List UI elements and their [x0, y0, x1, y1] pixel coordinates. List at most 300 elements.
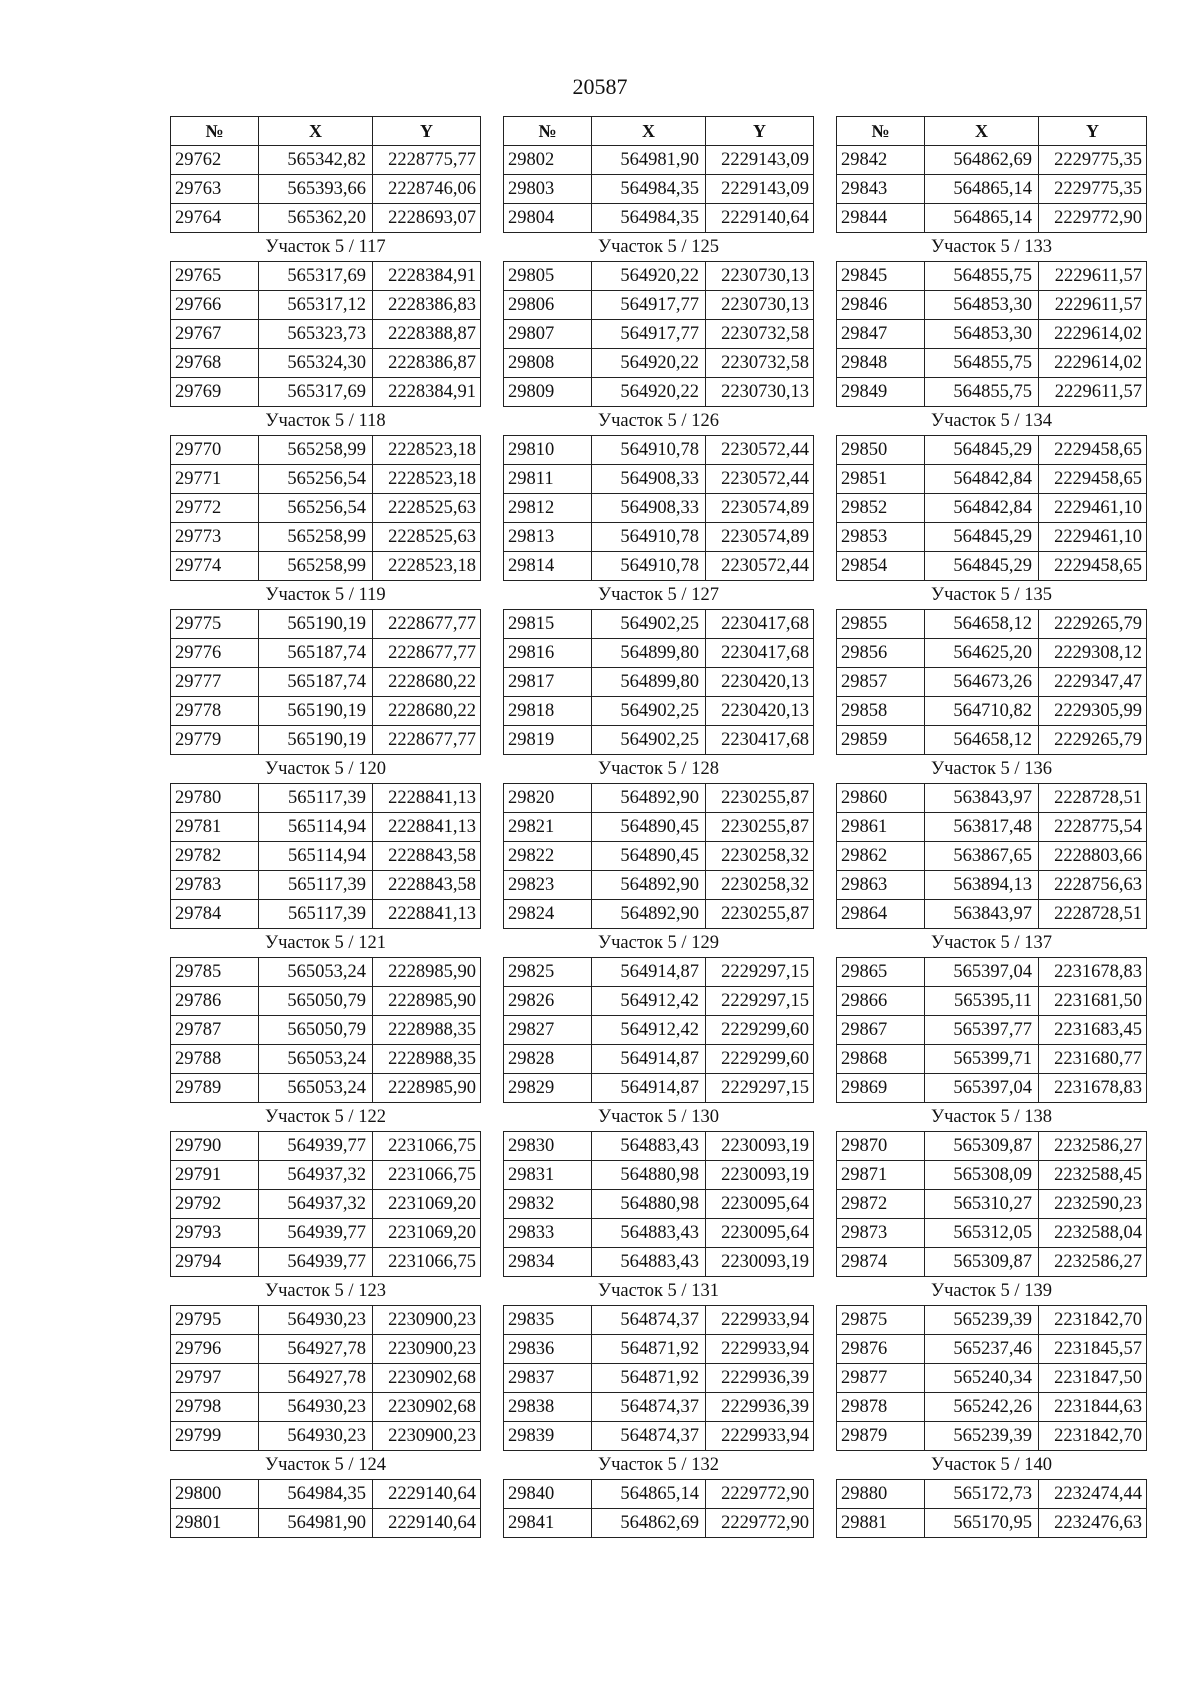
- point-number: 29825: [504, 958, 592, 987]
- y-coordinate: 2228384,91: [373, 262, 481, 291]
- point-number: 29804: [504, 204, 592, 233]
- y-coordinate: 2231680,77: [1039, 1045, 1147, 1074]
- section-label: Участок 5 / 119: [171, 581, 481, 610]
- y-coordinate: 2229265,79: [1039, 726, 1147, 755]
- x-coordinate: 564880,98: [592, 1190, 706, 1219]
- x-coordinate: 565309,87: [925, 1248, 1039, 1277]
- x-coordinate: 565258,99: [259, 552, 373, 581]
- y-coordinate: 2229611,57: [1039, 378, 1147, 407]
- point-number: 29840: [504, 1480, 592, 1509]
- y-coordinate: 2230420,13: [706, 668, 814, 697]
- table-row: [171, 900, 481, 929]
- point-number: 29865: [837, 958, 925, 987]
- table-row: [171, 378, 481, 407]
- section-row: [504, 929, 814, 958]
- table-row: [837, 494, 1147, 523]
- y-coordinate: 2231678,83: [1039, 1074, 1147, 1103]
- point-number: 29777: [171, 668, 259, 697]
- y-coordinate: 2228985,90: [373, 958, 481, 987]
- point-number: 29855: [837, 610, 925, 639]
- x-coordinate: 565187,74: [259, 639, 373, 668]
- point-number: 29879: [837, 1422, 925, 1451]
- x-coordinate: 564981,90: [259, 1509, 373, 1538]
- x-coordinate: 564865,14: [925, 175, 1039, 204]
- y-coordinate: 2230900,23: [373, 1306, 481, 1335]
- point-number: 29791: [171, 1161, 259, 1190]
- section-label: Участок 5 / 121: [171, 929, 481, 958]
- point-number: 29795: [171, 1306, 259, 1335]
- x-coordinate: 565256,54: [259, 494, 373, 523]
- y-coordinate: 2231842,70: [1039, 1306, 1147, 1335]
- x-coordinate: 565239,39: [925, 1422, 1039, 1451]
- point-number: 29790: [171, 1132, 259, 1161]
- y-coordinate: 2230095,64: [706, 1219, 814, 1248]
- x-coordinate: 564874,37: [592, 1393, 706, 1422]
- point-number: 29881: [837, 1509, 925, 1538]
- x-coordinate: 564917,77: [592, 320, 706, 349]
- x-coordinate: 564845,29: [925, 552, 1039, 581]
- x-coordinate: 565258,99: [259, 523, 373, 552]
- x-coordinate: 564855,75: [925, 378, 1039, 407]
- y-coordinate: 2230902,68: [373, 1393, 481, 1422]
- point-number: 29846: [837, 291, 925, 320]
- y-coordinate: 2232586,27: [1039, 1248, 1147, 1277]
- table-row: [171, 552, 481, 581]
- point-number: 29764: [171, 204, 259, 233]
- point-number: 29796: [171, 1335, 259, 1364]
- table-row: [171, 1509, 481, 1538]
- table-row: [171, 436, 481, 465]
- section-row: [837, 233, 1147, 262]
- y-coordinate: 2228775,77: [373, 146, 481, 175]
- point-number: 29809: [504, 378, 592, 407]
- y-coordinate: 2232588,45: [1039, 1161, 1147, 1190]
- table-row: [504, 465, 814, 494]
- section-row: [171, 1277, 481, 1306]
- table-row: [837, 349, 1147, 378]
- point-number: 29874: [837, 1248, 925, 1277]
- section-row: [837, 1103, 1147, 1132]
- page-number: 20587: [572, 74, 628, 99]
- y-coordinate: 2228756,63: [1039, 871, 1147, 900]
- table-row: [837, 1480, 1147, 1509]
- section-label: Участок 5 / 128: [504, 755, 814, 784]
- x-coordinate: 564912,42: [592, 987, 706, 1016]
- section-label: Участок 5 / 133: [837, 233, 1147, 262]
- table-row: [837, 320, 1147, 349]
- y-coordinate: 2228523,18: [373, 552, 481, 581]
- y-coordinate: 2230572,44: [706, 465, 814, 494]
- x-coordinate: 564981,90: [592, 146, 706, 175]
- point-number: 29871: [837, 1161, 925, 1190]
- y-coordinate: 2230417,68: [706, 610, 814, 639]
- table-row: [504, 1509, 814, 1538]
- x-coordinate: 564927,78: [259, 1335, 373, 1364]
- table-row: [504, 1422, 814, 1451]
- point-number: 29801: [171, 1509, 259, 1538]
- y-coordinate: 2231847,50: [1039, 1364, 1147, 1393]
- x-coordinate: 564874,37: [592, 1422, 706, 1451]
- table-row: [837, 1045, 1147, 1074]
- x-coordinate: 564920,22: [592, 378, 706, 407]
- x-coordinate: 564892,90: [592, 900, 706, 929]
- y-coordinate: 2228386,87: [373, 349, 481, 378]
- section-label: Участок 5 / 134: [837, 407, 1147, 436]
- table-row: [837, 262, 1147, 291]
- x-coordinate: 563867,65: [925, 842, 1039, 871]
- point-number: 29813: [504, 523, 592, 552]
- point-number: 29780: [171, 784, 259, 813]
- table-row: [504, 726, 814, 755]
- y-coordinate: 2230417,68: [706, 639, 814, 668]
- x-coordinate: 564917,77: [592, 291, 706, 320]
- section-label: Участок 5 / 139: [837, 1277, 1147, 1306]
- table-row: [171, 1219, 481, 1248]
- x-coordinate: 563843,97: [925, 784, 1039, 813]
- point-number: 29877: [837, 1364, 925, 1393]
- point-number: 29798: [171, 1393, 259, 1422]
- point-number: 29853: [837, 523, 925, 552]
- y-coordinate: 2228746,06: [373, 175, 481, 204]
- point-number: 29835: [504, 1306, 592, 1335]
- y-coordinate: 2231069,20: [373, 1190, 481, 1219]
- point-number: 29837: [504, 1364, 592, 1393]
- point-number: 29794: [171, 1248, 259, 1277]
- point-number: 29867: [837, 1016, 925, 1045]
- table-row: [504, 1190, 814, 1219]
- x-coordinate: 565190,19: [259, 726, 373, 755]
- table-row: [837, 552, 1147, 581]
- x-coordinate: 564862,69: [925, 146, 1039, 175]
- x-coordinate: 564883,43: [592, 1248, 706, 1277]
- y-coordinate: 2230417,68: [706, 726, 814, 755]
- point-number: 29815: [504, 610, 592, 639]
- point-number: 29784: [171, 900, 259, 929]
- y-coordinate: 2229143,09: [706, 146, 814, 175]
- x-coordinate: 564842,84: [925, 494, 1039, 523]
- y-coordinate: 2228988,35: [373, 1045, 481, 1074]
- table-row: [504, 204, 814, 233]
- table-row: [837, 1016, 1147, 1045]
- y-coordinate: 2229299,60: [706, 1045, 814, 1074]
- section-row: [837, 581, 1147, 610]
- y-coordinate: 2231845,57: [1039, 1335, 1147, 1364]
- x-coordinate: 564930,23: [259, 1306, 373, 1335]
- x-coordinate: 564899,80: [592, 668, 706, 697]
- table-row: [171, 1335, 481, 1364]
- section-label: Участок 5 / 125: [504, 233, 814, 262]
- x-coordinate: 565397,04: [925, 1074, 1039, 1103]
- section-row: [837, 1277, 1147, 1306]
- table-row: [504, 813, 814, 842]
- point-number: 29833: [504, 1219, 592, 1248]
- y-coordinate: 2230902,68: [373, 1364, 481, 1393]
- x-coordinate: 565190,19: [259, 610, 373, 639]
- section-label: Участок 5 / 135: [837, 581, 1147, 610]
- x-coordinate: 563817,48: [925, 813, 1039, 842]
- point-number: 29866: [837, 987, 925, 1016]
- section-row: [837, 407, 1147, 436]
- point-number: 29812: [504, 494, 592, 523]
- table-row: [171, 639, 481, 668]
- table-row: [837, 813, 1147, 842]
- x-coordinate: 565240,34: [925, 1364, 1039, 1393]
- x-coordinate: 565237,46: [925, 1335, 1039, 1364]
- table-row: [504, 494, 814, 523]
- table-row: [171, 262, 481, 291]
- table-row: [837, 1074, 1147, 1103]
- table-row: [171, 842, 481, 871]
- y-coordinate: 2228677,77: [373, 639, 481, 668]
- table-row: [504, 320, 814, 349]
- point-number: 29799: [171, 1422, 259, 1451]
- x-coordinate: 565317,12: [259, 291, 373, 320]
- y-coordinate: 2229775,35: [1039, 146, 1147, 175]
- x-coordinate: 564883,43: [592, 1132, 706, 1161]
- table-row: [171, 204, 481, 233]
- table-row: [837, 378, 1147, 407]
- x-coordinate: 564912,42: [592, 1016, 706, 1045]
- table-row: [837, 291, 1147, 320]
- y-coordinate: 2230574,89: [706, 494, 814, 523]
- table-row: [504, 1074, 814, 1103]
- x-coordinate: 565053,24: [259, 958, 373, 987]
- section-row: [504, 1277, 814, 1306]
- table-row: [837, 1422, 1147, 1451]
- y-coordinate: 2229611,57: [1039, 262, 1147, 291]
- x-coordinate: 564902,25: [592, 726, 706, 755]
- table-row: [171, 1161, 481, 1190]
- point-number: 29816: [504, 639, 592, 668]
- table-row: [504, 175, 814, 204]
- table-row: [837, 436, 1147, 465]
- x-coordinate: 565172,73: [925, 1480, 1039, 1509]
- table-row: [171, 1045, 481, 1074]
- y-coordinate: 2229140,64: [706, 204, 814, 233]
- point-number: 29873: [837, 1219, 925, 1248]
- table-row: [837, 1219, 1147, 1248]
- y-coordinate: 2230255,87: [706, 784, 814, 813]
- x-coordinate: 565114,94: [259, 842, 373, 871]
- x-coordinate: 565362,20: [259, 204, 373, 233]
- x-coordinate: 565397,04: [925, 958, 1039, 987]
- table-row: [837, 146, 1147, 175]
- x-coordinate: 564930,23: [259, 1393, 373, 1422]
- y-coordinate: 2230574,89: [706, 523, 814, 552]
- x-coordinate: 564892,90: [592, 871, 706, 900]
- y-coordinate: 2230730,13: [706, 291, 814, 320]
- section-label: Участок 5 / 126: [504, 407, 814, 436]
- x-coordinate: 564865,14: [592, 1480, 706, 1509]
- table-row: [837, 1364, 1147, 1393]
- point-number: 29824: [504, 900, 592, 929]
- point-number: 29851: [837, 465, 925, 494]
- table-row: [837, 900, 1147, 929]
- x-coordinate: 564883,43: [592, 1219, 706, 1248]
- x-coordinate: 565053,24: [259, 1074, 373, 1103]
- x-coordinate: 564862,69: [592, 1509, 706, 1538]
- point-number: 29811: [504, 465, 592, 494]
- y-coordinate: 2228677,77: [373, 610, 481, 639]
- y-coordinate: 2230093,19: [706, 1161, 814, 1190]
- point-number: 29850: [837, 436, 925, 465]
- x-coordinate: 565399,71: [925, 1045, 1039, 1074]
- x-coordinate: 565395,11: [925, 987, 1039, 1016]
- coordinates-table-3: [836, 116, 1147, 1538]
- x-coordinate: 565309,87: [925, 1132, 1039, 1161]
- x-coordinate: 564939,77: [259, 1219, 373, 1248]
- x-coordinate: 564871,92: [592, 1364, 706, 1393]
- point-number: 29843: [837, 175, 925, 204]
- x-coordinate: 564984,35: [592, 204, 706, 233]
- point-number: 29763: [171, 175, 259, 204]
- table-row: [171, 1190, 481, 1219]
- x-coordinate: 565310,27: [925, 1190, 1039, 1219]
- table-row: [837, 639, 1147, 668]
- y-coordinate: 2228841,13: [373, 784, 481, 813]
- point-number: 29771: [171, 465, 259, 494]
- x-coordinate: 565342,82: [259, 146, 373, 175]
- point-number: 29800: [171, 1480, 259, 1509]
- y-coordinate: 2229461,10: [1039, 494, 1147, 523]
- table-row: [837, 1132, 1147, 1161]
- table-row: [171, 465, 481, 494]
- table-row: [837, 523, 1147, 552]
- point-number: 29808: [504, 349, 592, 378]
- x-coordinate: 564910,78: [592, 552, 706, 581]
- y-coordinate: 2228841,13: [373, 813, 481, 842]
- header-y: Y: [1039, 117, 1147, 146]
- x-coordinate: 565190,19: [259, 697, 373, 726]
- y-coordinate: 2228728,51: [1039, 784, 1147, 813]
- x-coordinate: 564842,84: [925, 465, 1039, 494]
- point-number: 29826: [504, 987, 592, 1016]
- x-coordinate: 564914,87: [592, 958, 706, 987]
- table-row: [171, 958, 481, 987]
- table-row: [504, 349, 814, 378]
- point-number: 29861: [837, 813, 925, 842]
- y-coordinate: 2228677,77: [373, 726, 481, 755]
- section-label: Участок 5 / 131: [504, 1277, 814, 1306]
- point-number: 29876: [837, 1335, 925, 1364]
- section-label: Участок 5 / 123: [171, 1277, 481, 1306]
- section-row: [504, 581, 814, 610]
- point-number: 29872: [837, 1190, 925, 1219]
- section-label: Участок 5 / 138: [837, 1103, 1147, 1132]
- point-number: 29839: [504, 1422, 592, 1451]
- table-row: [837, 784, 1147, 813]
- y-coordinate: 2229458,65: [1039, 436, 1147, 465]
- point-number: 29807: [504, 320, 592, 349]
- table-row: [171, 1248, 481, 1277]
- y-coordinate: 2229297,15: [706, 987, 814, 1016]
- point-number: 29769: [171, 378, 259, 407]
- x-coordinate: 564984,35: [592, 175, 706, 204]
- table-row: [504, 262, 814, 291]
- table-row: [171, 175, 481, 204]
- x-coordinate: 564910,78: [592, 436, 706, 465]
- y-coordinate: 2228384,91: [373, 378, 481, 407]
- table-row: [171, 668, 481, 697]
- point-number: 29805: [504, 262, 592, 291]
- x-coordinate: 564914,87: [592, 1074, 706, 1103]
- table-row: [837, 726, 1147, 755]
- table-row: [504, 436, 814, 465]
- header-x: X: [592, 117, 706, 146]
- point-number: 29762: [171, 146, 259, 175]
- table-row: [171, 813, 481, 842]
- y-coordinate: 2230900,23: [373, 1335, 481, 1364]
- y-coordinate: 2228841,13: [373, 900, 481, 929]
- y-coordinate: 2228843,58: [373, 871, 481, 900]
- section-row: [171, 581, 481, 610]
- table-row: [837, 610, 1147, 639]
- y-coordinate: 2232590,23: [1039, 1190, 1147, 1219]
- x-coordinate: 565308,09: [925, 1161, 1039, 1190]
- point-number: 29869: [837, 1074, 925, 1103]
- point-number: 29792: [171, 1190, 259, 1219]
- point-number: 29803: [504, 175, 592, 204]
- section-label: Участок 5 / 127: [504, 581, 814, 610]
- section-label: Участок 5 / 120: [171, 755, 481, 784]
- y-coordinate: 2231683,45: [1039, 1016, 1147, 1045]
- point-number: 29868: [837, 1045, 925, 1074]
- x-coordinate: 564939,77: [259, 1132, 373, 1161]
- table-row: [504, 1016, 814, 1045]
- y-coordinate: 2229772,90: [706, 1509, 814, 1538]
- section-row: [171, 929, 481, 958]
- table-row: [837, 1248, 1147, 1277]
- table-row: [837, 1509, 1147, 1538]
- point-number: 29875: [837, 1306, 925, 1335]
- x-coordinate: 565187,74: [259, 668, 373, 697]
- x-coordinate: 564937,32: [259, 1161, 373, 1190]
- table-row: [504, 523, 814, 552]
- point-number: 29838: [504, 1393, 592, 1422]
- table-row: [171, 1306, 481, 1335]
- table-row: [171, 291, 481, 320]
- header-row: [171, 117, 481, 146]
- table-row: [837, 987, 1147, 1016]
- point-number: 29832: [504, 1190, 592, 1219]
- x-coordinate: 564880,98: [592, 1161, 706, 1190]
- table-row: [504, 697, 814, 726]
- y-coordinate: 2229347,47: [1039, 668, 1147, 697]
- point-number: 29818: [504, 697, 592, 726]
- x-coordinate: 564910,78: [592, 523, 706, 552]
- section-row: [171, 407, 481, 436]
- header-x: X: [259, 117, 373, 146]
- point-number: 29806: [504, 291, 592, 320]
- table-row: [504, 1364, 814, 1393]
- point-number: 29878: [837, 1393, 925, 1422]
- point-number: 29827: [504, 1016, 592, 1045]
- x-coordinate: 564890,45: [592, 813, 706, 842]
- table-row: [504, 1045, 814, 1074]
- x-coordinate: 564899,80: [592, 639, 706, 668]
- point-number: 29797: [171, 1364, 259, 1393]
- point-number: 29880: [837, 1480, 925, 1509]
- x-coordinate: 565317,69: [259, 378, 373, 407]
- x-coordinate: 564855,75: [925, 262, 1039, 291]
- point-number: 29778: [171, 697, 259, 726]
- point-number: 29802: [504, 146, 592, 175]
- table-row: [837, 1306, 1147, 1335]
- point-number: 29772: [171, 494, 259, 523]
- y-coordinate: 2228386,83: [373, 291, 481, 320]
- table-row: [171, 784, 481, 813]
- table-row: [504, 958, 814, 987]
